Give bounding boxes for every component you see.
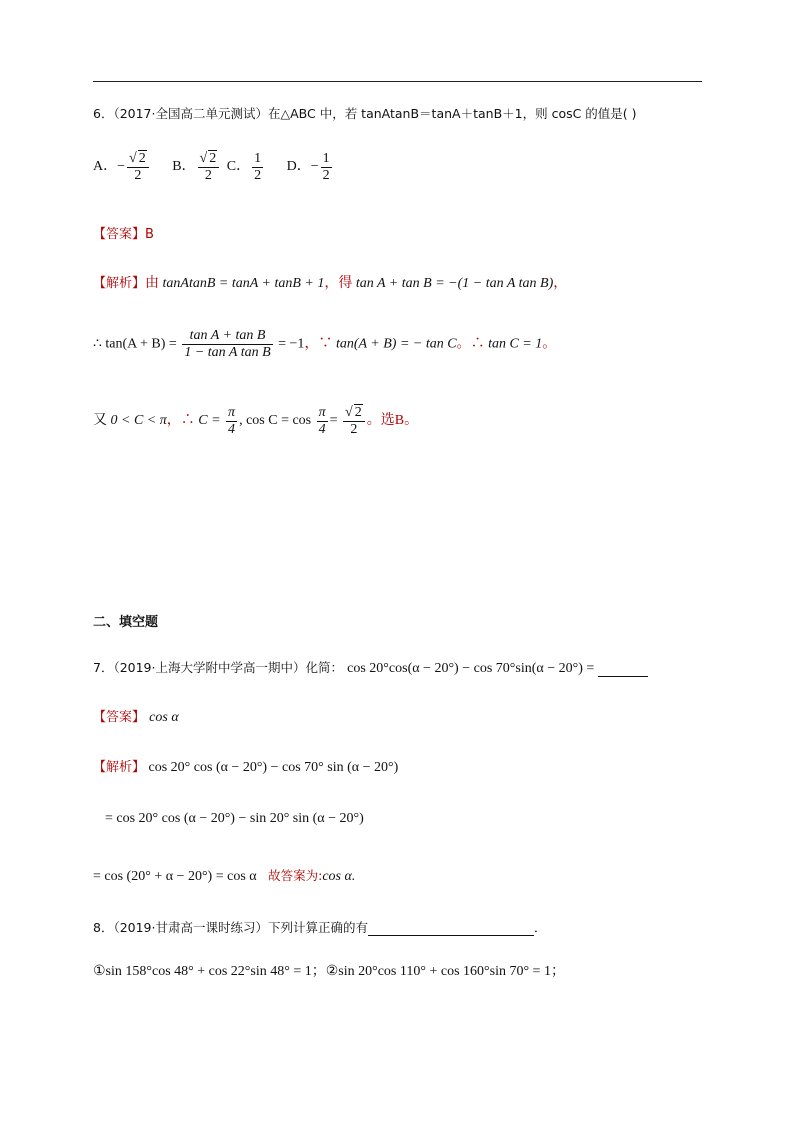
option-d: [286, 150, 334, 183]
answer-value: B: [145, 227, 154, 242]
line3-frac3-den: 2: [350, 422, 358, 437]
q6-stem-text: 6．（2017·全国高二单元测试）在△ABC 中，若 tanAtanB＝tanA＋tanB＋1，则 cosC 的值是( ): [93, 106, 637, 121]
option-b-letter: B．: [172, 159, 196, 175]
analysis-eq-1: tanAtanB = tanA + tanB + 1: [162, 276, 325, 291]
q6-analysis-line2: [93, 328, 556, 361]
header-rule: [93, 81, 702, 82]
line3-c: C =: [198, 413, 221, 429]
answer-label: 【答案】: [93, 227, 146, 242]
q8-answer-blank: [368, 921, 534, 936]
q7-step2: = cos 20° cos (α − 20°) − sin 20° sin (α − 20°): [105, 811, 364, 826]
option-d-den: 2: [322, 167, 330, 183]
option-b-num: 2: [209, 151, 217, 166]
analysis-eq-2: tan A + tan B = −(1 − tan A tan B): [355, 276, 554, 291]
option-c-letter: C．: [226, 159, 251, 175]
q7-stem: [93, 658, 648, 677]
q6-options: [93, 150, 334, 184]
q7-step3-note: 故答案为:: [268, 868, 323, 883]
q8-items: [93, 960, 565, 980]
option-d-frac: [321, 151, 332, 184]
q7-analysis-step2: [105, 811, 364, 827]
q6-analysis-line1: [93, 272, 567, 292]
q6-analysis-line3: [93, 404, 418, 438]
line2-prefix: ∴ tan(A + B) =: [93, 336, 177, 352]
q6-stem: [93, 104, 637, 122]
option-b-den: 2: [204, 168, 212, 183]
line2-suffix: = −1: [278, 336, 305, 352]
option-a-num: 2: [138, 151, 146, 166]
q8-stem-text: 8．（2019·甘肃高一课时练习）下列计算正确的有: [93, 920, 368, 935]
option-c: [226, 150, 269, 183]
q7-answer-value: cos α: [149, 710, 179, 725]
q7-step3: = cos (20° + α − 20°) = cos α: [93, 869, 257, 884]
q6-answer: [93, 223, 154, 242]
line3-frac1: [226, 405, 237, 438]
option-c-num: 1: [254, 150, 262, 166]
q7-answer: [93, 706, 179, 726]
analysis-text-c: ，: [553, 276, 568, 291]
q7-step3-value: cos α.: [322, 869, 356, 884]
line3-sep: ，∴: [166, 413, 195, 429]
q7-answer-label: 【答案】: [93, 710, 146, 725]
option-a-frac: $\frac{√ 2}{2}$: [127, 150, 149, 184]
line3-end: 。选B。: [366, 413, 419, 429]
analysis-label: 【解析】: [93, 276, 146, 291]
q7-analysis-step3: [93, 866, 355, 885]
q7-stem-text: 7．（2019·上海大学附中学高一期中）化简：: [93, 660, 343, 675]
q7-analysis-step1: [93, 756, 398, 776]
option-c-frac: [252, 151, 263, 184]
line2-sep: ，∵: [304, 336, 333, 352]
option-a-letter: A．−: [93, 159, 126, 175]
line2-eq2: tan C = 1: [488, 336, 543, 352]
q7-answer-blank: [598, 662, 648, 677]
line3-cos: , cos C = cos: [239, 413, 312, 429]
line3-frac2-num: π: [318, 404, 326, 420]
option-c-den: 2: [254, 167, 262, 183]
option-b-frac: $\frac{√ 2}{2}$: [198, 150, 220, 184]
line2-end: 。: [542, 336, 557, 352]
option-a: [93, 151, 154, 183]
option-a-den: 2: [134, 168, 142, 183]
line3-frac2: [317, 405, 328, 438]
q7-step1: cos 20° cos (α − 20°) − cos 70° sin (α − 20°): [148, 760, 399, 775]
section-title: 二、填空题: [93, 615, 159, 630]
line3-frac1-den: 4: [228, 421, 236, 437]
option-d-num: 1: [322, 150, 330, 166]
q8-stem-end: ．: [534, 920, 547, 935]
line3-frac1-num: π: [228, 404, 236, 420]
line3-eq: =: [329, 413, 338, 429]
q7-analysis-label: 【解析】: [93, 760, 146, 775]
q8-items-text: ①sin 158°cos 48° + cos 22°sin 48° = 1；②sin 20°cos 110° + cos 160°sin 70° = 1；: [93, 964, 565, 979]
line3-frac3-num: 2: [354, 405, 362, 420]
line3-ineq: 0 < C < π: [110, 413, 167, 429]
line2-num: tan A + tan B: [182, 328, 272, 345]
option-b: [172, 151, 225, 183]
analysis-text-b: ，得: [324, 276, 353, 291]
line2-eq: tan(A + B) = − tan C: [335, 336, 457, 352]
q7-expr: cos 20°cos(α − 20°) − cos 70°sin(α − 20°) =: [347, 661, 595, 676]
line3-frac2-den: 4: [318, 421, 326, 437]
line3-prefix: 又: [93, 413, 107, 429]
q8-stem: [93, 918, 547, 936]
line2-den: 1 − tan A tan B: [184, 345, 271, 360]
line2-frac: [182, 328, 272, 361]
line3-frac3: $\frac{√ 2}{2}$: [343, 404, 365, 438]
line2-sep2: 。∴: [456, 336, 485, 352]
option-d-letter: D．−: [286, 159, 319, 175]
analysis-text-a: 由: [145, 276, 160, 291]
